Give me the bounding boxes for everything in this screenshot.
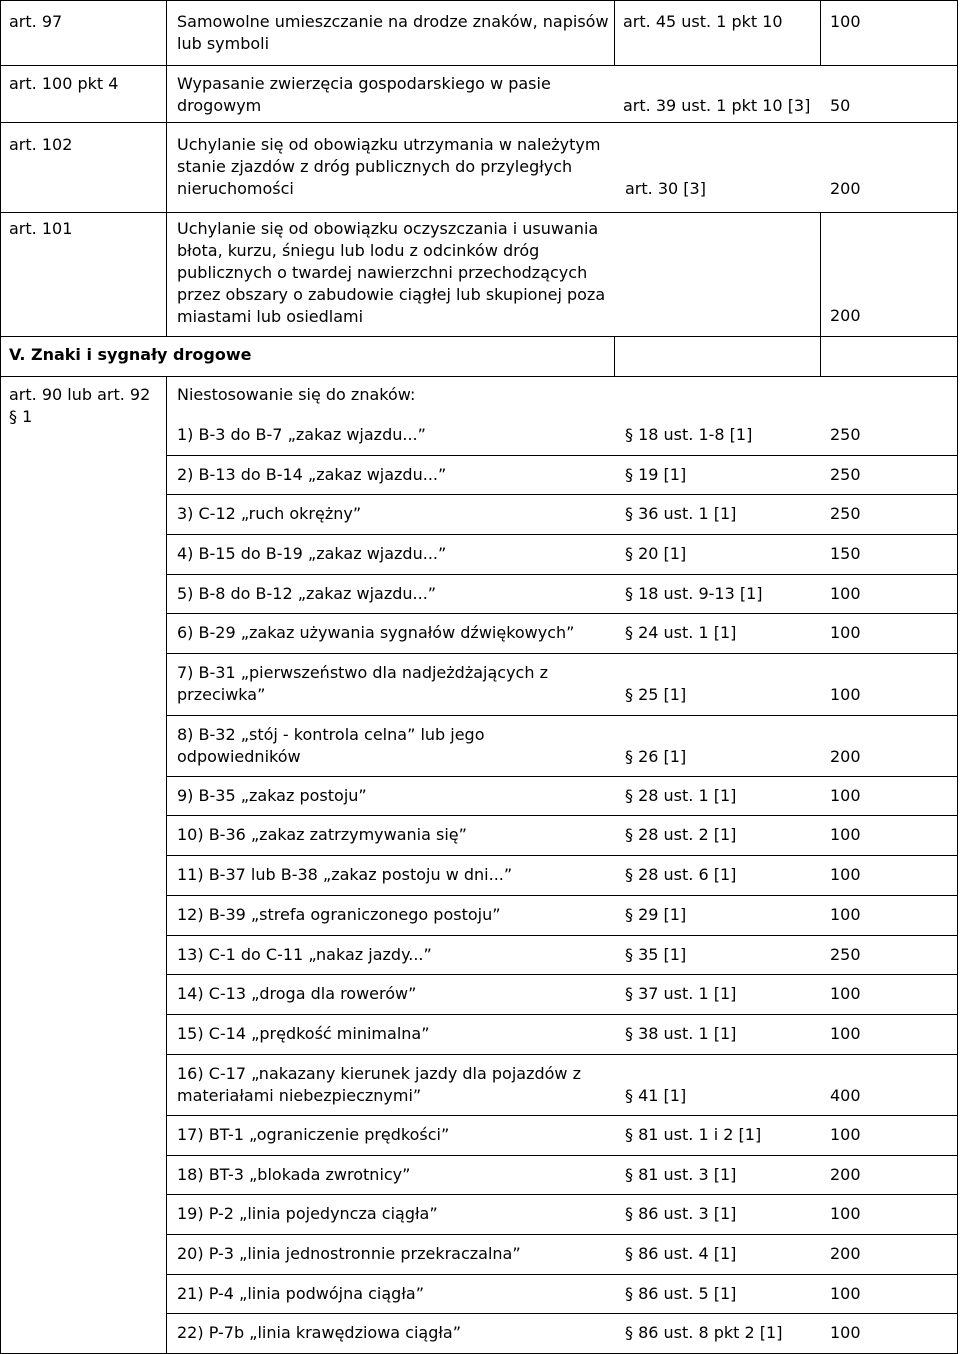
sign-reference: § 37 ust. 1 [1] <box>625 984 737 1003</box>
row-rule <box>166 1014 958 1015</box>
reference-cell: art. 45 ust. 1 pkt 10 <box>623 12 783 31</box>
row-rule <box>166 815 958 816</box>
sign-reference: § 26 [1] <box>625 747 687 766</box>
row-rule <box>166 1155 958 1156</box>
sign-description: 15) C-14 „prędkość minimalna” <box>177 1024 430 1043</box>
sign-reference: § 29 [1] <box>625 905 687 924</box>
row-rule <box>166 1274 958 1275</box>
sign-amount: 250 <box>830 465 861 484</box>
sign-reference: § 86 ust. 3 [1] <box>625 1204 737 1223</box>
art-cell: art. 102 <box>9 135 73 154</box>
sign-description: 10) B-36 „zakaz zatrzymywania się” <box>177 825 467 844</box>
row-rule <box>166 494 958 495</box>
row-rule <box>0 336 958 337</box>
table-left-border <box>0 0 1 1354</box>
row-rule <box>166 715 958 716</box>
sign-description: 8) B-32 „stój - kontrola celna” lub jego odpowiedników <box>177 725 485 766</box>
row-rule <box>166 1313 958 1314</box>
sign-description: 13) C-1 do C-11 „nakaz jazdy...” <box>177 945 432 964</box>
sign-description: 20) P-3 „linia jednostronnie przekraczalna” <box>177 1244 521 1263</box>
sign-reference: § 19 [1] <box>625 465 687 484</box>
sign-description: 9) B-35 „zakaz postoju” <box>177 786 367 805</box>
row-rule <box>166 574 958 575</box>
sign-description: 14) C-13 „droga dla rowerów” <box>177 984 417 1003</box>
art-cell: art. 97 <box>9 12 63 31</box>
sign-amount: 200 <box>830 747 861 766</box>
sign-reference: § 35 [1] <box>625 945 687 964</box>
sign-amount: 200 <box>830 1244 861 1263</box>
sign-description: 16) C-17 „nakazany kierunek jazdy dla pojazdów z materiałami niebezpiecznymi” <box>177 1064 581 1105</box>
row-rule <box>166 974 958 975</box>
row-rule <box>166 1194 958 1195</box>
sign-reference: § 86 ust. 4 [1] <box>625 1244 737 1263</box>
column-divider-1 <box>166 0 167 336</box>
sign-description: 22) P-7b „linia krawędziowa ciągła” <box>177 1323 462 1342</box>
sign-description: 7) B-31 „pierwszeństwo dla nadjeżdżających z przeciwka” <box>177 663 548 704</box>
row-rule <box>166 895 958 896</box>
column-divider-3 <box>820 0 821 65</box>
row-rule <box>0 212 958 213</box>
sign-amount: 250 <box>830 945 861 964</box>
sign-amount: 100 <box>830 623 861 642</box>
sign-description: 19) P-2 „linia pojedyncza ciągła” <box>177 1204 438 1223</box>
row-rule <box>0 122 958 123</box>
row-rule <box>166 613 958 614</box>
sign-description: 12) B-39 „strefa ograniczonego postoju” <box>177 905 501 924</box>
amount-cell: 200 <box>830 306 861 325</box>
row-rule <box>166 534 958 535</box>
sign-description: 1) B-3 do B-7 „zakaz wjazdu...” <box>177 425 426 444</box>
section-art-paragraph: § 1 <box>9 407 33 426</box>
column-divider-2 <box>614 0 615 65</box>
row-rule <box>166 455 958 456</box>
sign-description: 5) B-8 do B-12 „zakaz wjazdu...” <box>177 584 437 603</box>
sign-reference: § 20 [1] <box>625 544 687 563</box>
sign-amount: 100 <box>830 1323 861 1342</box>
sign-description: 3) C-12 „ruch okrężny” <box>177 504 362 523</box>
sign-description: 4) B-15 do B-19 „zakaz wjazdu...” <box>177 544 447 563</box>
sign-description: 11) B-37 lub B-38 „zakaz postoju w dni...” <box>177 865 513 884</box>
sign-reference: § 18 ust. 9-13 [1] <box>625 584 763 603</box>
sign-amount: 150 <box>830 544 861 563</box>
sign-reference: § 38 ust. 1 [1] <box>625 1024 737 1043</box>
sign-amount: 250 <box>830 504 861 523</box>
sign-description: 18) BT-3 „blokada zwrotnicy” <box>177 1165 411 1184</box>
sign-reference: § 18 ust. 1-8 [1] <box>625 425 753 444</box>
sign-reference: § 81 ust. 1 i 2 [1] <box>625 1125 762 1144</box>
row-rule <box>166 935 958 936</box>
sign-reference: § 28 ust. 6 [1] <box>625 865 737 884</box>
sign-description: 17) BT-1 „ograniczenie prędkości” <box>177 1125 450 1144</box>
row-rule <box>166 776 958 777</box>
row-rule <box>166 1234 958 1235</box>
table-right-border <box>957 0 958 1354</box>
sign-reference: § 81 ust. 3 [1] <box>625 1165 737 1184</box>
description-cell: Uchylanie się od obowiązku oczyszczania i usuwania błota, kurzu, śniegu lub lodu z odcinków dróg publicznych o twardej nawierzchni przechodzących przez obszary o zabudowie ciągłej lub skupionej poza miastami lub osiedlami <box>177 219 606 326</box>
description-cell: Wypasanie zwierzęcia gospodarskiego w pasie drogowym <box>177 74 551 115</box>
sign-amount: 250 <box>830 425 861 444</box>
sign-reference: § 25 [1] <box>625 685 687 704</box>
sign-reference: § 86 ust. 8 pkt 2 [1] <box>625 1323 783 1342</box>
sign-amount: 100 <box>830 685 861 704</box>
row-rule <box>0 65 958 66</box>
sign-amount: 100 <box>830 786 861 805</box>
art-cell: art. 101 <box>9 219 73 238</box>
sign-amount: 100 <box>830 584 861 603</box>
sign-description: 2) B-13 do B-14 „zakaz wjazdu...” <box>177 465 447 484</box>
sign-reference: § 41 [1] <box>625 1086 687 1105</box>
row-rule <box>166 653 958 654</box>
row-rule <box>166 1115 958 1116</box>
art-cell: art. 100 pkt 4 <box>9 74 119 93</box>
sign-reference: § 28 ust. 2 [1] <box>625 825 737 844</box>
sign-reference: § 28 ust. 1 [1] <box>625 786 737 805</box>
amount-cell: 50 <box>830 96 851 115</box>
amount-cell: 100 <box>830 12 861 31</box>
sign-amount: 100 <box>830 1204 861 1223</box>
sign-description: 6) B-29 „zakaz używania sygnałów dźwiękowych” <box>177 623 575 642</box>
section-intro: Niestosowanie się do znaków: <box>177 385 416 404</box>
row-rule <box>0 376 958 377</box>
section-art: art. 90 lub art. 92 <box>9 385 151 404</box>
sign-amount: 100 <box>830 1125 861 1144</box>
sign-amount: 100 <box>830 825 861 844</box>
sign-reference: § 86 ust. 5 [1] <box>625 1284 737 1303</box>
column-divider-2b <box>614 336 615 376</box>
sign-amount: 100 <box>830 905 861 924</box>
row-rule <box>166 1054 958 1055</box>
section-title: V. Znaki i sygnały drogowe <box>9 345 252 364</box>
sign-description: 21) P-4 „linia podwójna ciągła” <box>177 1284 424 1303</box>
sign-amount: 100 <box>830 865 861 884</box>
description-cell: Uchylanie się od obowiązku utrzymania w należytym stanie zjazdów z dróg publicznych do przyległych nieruchomości <box>177 135 601 198</box>
sign-amount: 100 <box>830 1284 861 1303</box>
sign-amount: 200 <box>830 1165 861 1184</box>
row-rule <box>166 855 958 856</box>
reference-cell: art. 39 ust. 1 pkt 10 [3] <box>623 96 811 115</box>
column-divider-3b <box>820 212 821 376</box>
row-rule <box>0 0 958 1</box>
column-divider-1b <box>166 376 167 1354</box>
sign-reference: § 36 ust. 1 [1] <box>625 504 737 523</box>
sign-reference: § 24 ust. 1 [1] <box>625 623 737 642</box>
sign-amount: 400 <box>830 1086 861 1105</box>
sign-amount: 100 <box>830 984 861 1003</box>
description-cell: Samowolne umieszczanie na drodze znaków, napisów lub symboli <box>177 12 609 53</box>
reference-cell: art. 30 [3] <box>625 179 706 198</box>
amount-cell: 200 <box>830 179 861 198</box>
sign-amount: 100 <box>830 1024 861 1043</box>
